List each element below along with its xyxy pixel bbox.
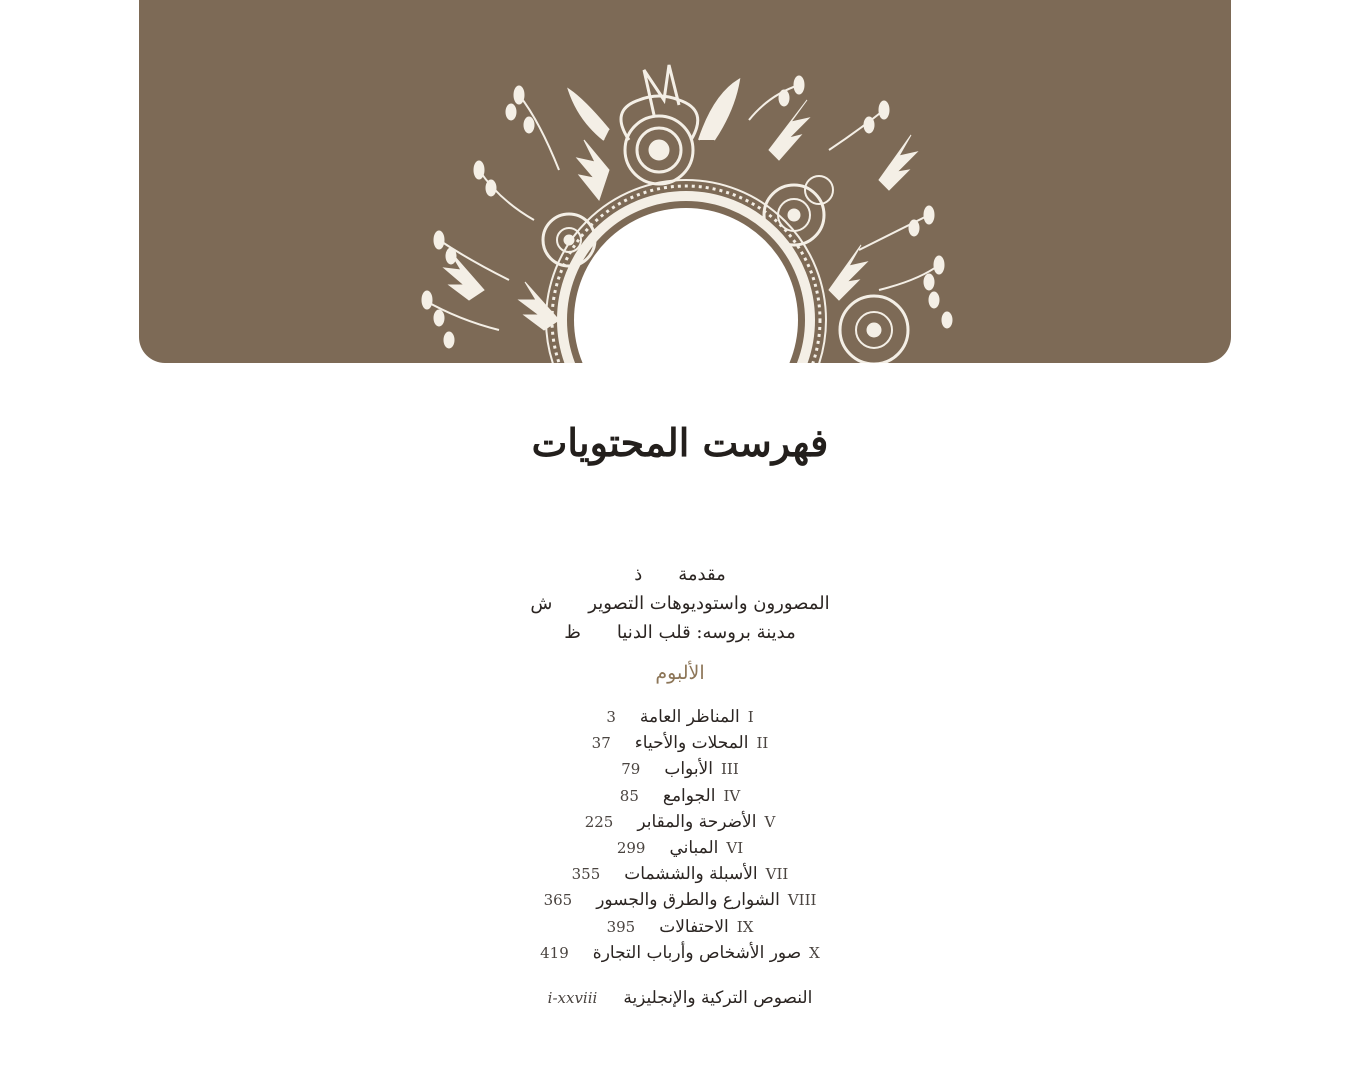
list-item[interactable]: [0, 560, 1360, 589]
chapter-row[interactable]: [0, 887, 1360, 913]
chapter-numeral: VIII: [787, 891, 817, 910]
chapter-row[interactable]: [0, 835, 1360, 861]
chapter-label: صور الأشخاص وأرباب التجارة: [592, 942, 802, 963]
chapter-page: 419: [540, 943, 569, 962]
chapter-numeral: I: [747, 708, 754, 726]
chapter-row[interactable]: [0, 861, 1360, 887]
chapter-label: المناظر العامة: [639, 707, 740, 727]
album-heading: الألبوم: [655, 662, 705, 684]
list-item[interactable]: [0, 618, 1360, 647]
chapter-numeral: V: [764, 812, 776, 831]
entry-page: ش: [530, 593, 553, 614]
chapter-page: 79: [621, 760, 641, 779]
entry-page: ذ: [634, 564, 643, 585]
floral-wreath-ornament-icon: [139, 0, 1231, 363]
header-band: [139, 0, 1231, 363]
chapter-list: [0, 704, 1360, 966]
chapter-row[interactable]: [0, 704, 1360, 730]
chapter-row[interactable]: [0, 809, 1360, 835]
chapter-row[interactable]: [0, 914, 1360, 940]
chapter-numeral: IV: [723, 786, 741, 805]
chapter-label: الشوارع والطرق والجسور: [596, 890, 780, 911]
chapter-page: 225: [584, 812, 614, 831]
chapter-page: 37: [591, 734, 611, 753]
chapter-numeral: VII: [765, 865, 789, 884]
chapter-row[interactable]: [0, 940, 1360, 966]
chapter-label: المباني: [669, 837, 719, 858]
texts-entry[interactable]: [0, 988, 1360, 1008]
entry-label: المصورون واستوديوهات التصوير: [588, 593, 830, 614]
chapter-row[interactable]: [0, 783, 1360, 809]
chapter-page: 3: [606, 708, 616, 726]
chapter-label: الجوامع: [662, 785, 716, 806]
chapter-label: الأبواب: [664, 759, 713, 780]
chapter-row[interactable]: [0, 730, 1360, 756]
page-title: فهرست المحتويات: [531, 420, 829, 465]
chapter-page: 299: [616, 838, 646, 857]
entry-label: مقدمة: [678, 564, 726, 585]
intro-list: [0, 560, 1360, 647]
chapter-numeral: II: [756, 734, 769, 753]
chapter-label: الاحتفالات: [659, 916, 729, 937]
chapter-page: 85: [619, 786, 639, 805]
chapter-numeral: III: [720, 760, 739, 779]
chapter-row[interactable]: [0, 756, 1360, 782]
chapter-label: الأسبلة والششمات: [624, 864, 758, 885]
chapter-page: 355: [571, 865, 601, 884]
texts-label: النصوص التركية والإنجليزية: [623, 988, 813, 1008]
texts-page: i-xxviii: [547, 989, 598, 1007]
chapter-numeral: X: [809, 943, 820, 962]
chapter-label: المحلات والأحياء: [634, 733, 749, 754]
chapter-numeral: IX: [736, 917, 754, 936]
chapter-numeral: VI: [726, 838, 744, 857]
entry-label: مدينة بروسه: قلب الدنيا: [616, 622, 796, 643]
chapter-page: 395: [606, 917, 636, 936]
list-item[interactable]: [0, 589, 1360, 618]
entry-page: ظ: [564, 622, 581, 643]
chapter-page: 365: [543, 891, 573, 910]
chapter-label: الأضرحة والمقابر: [637, 811, 757, 832]
